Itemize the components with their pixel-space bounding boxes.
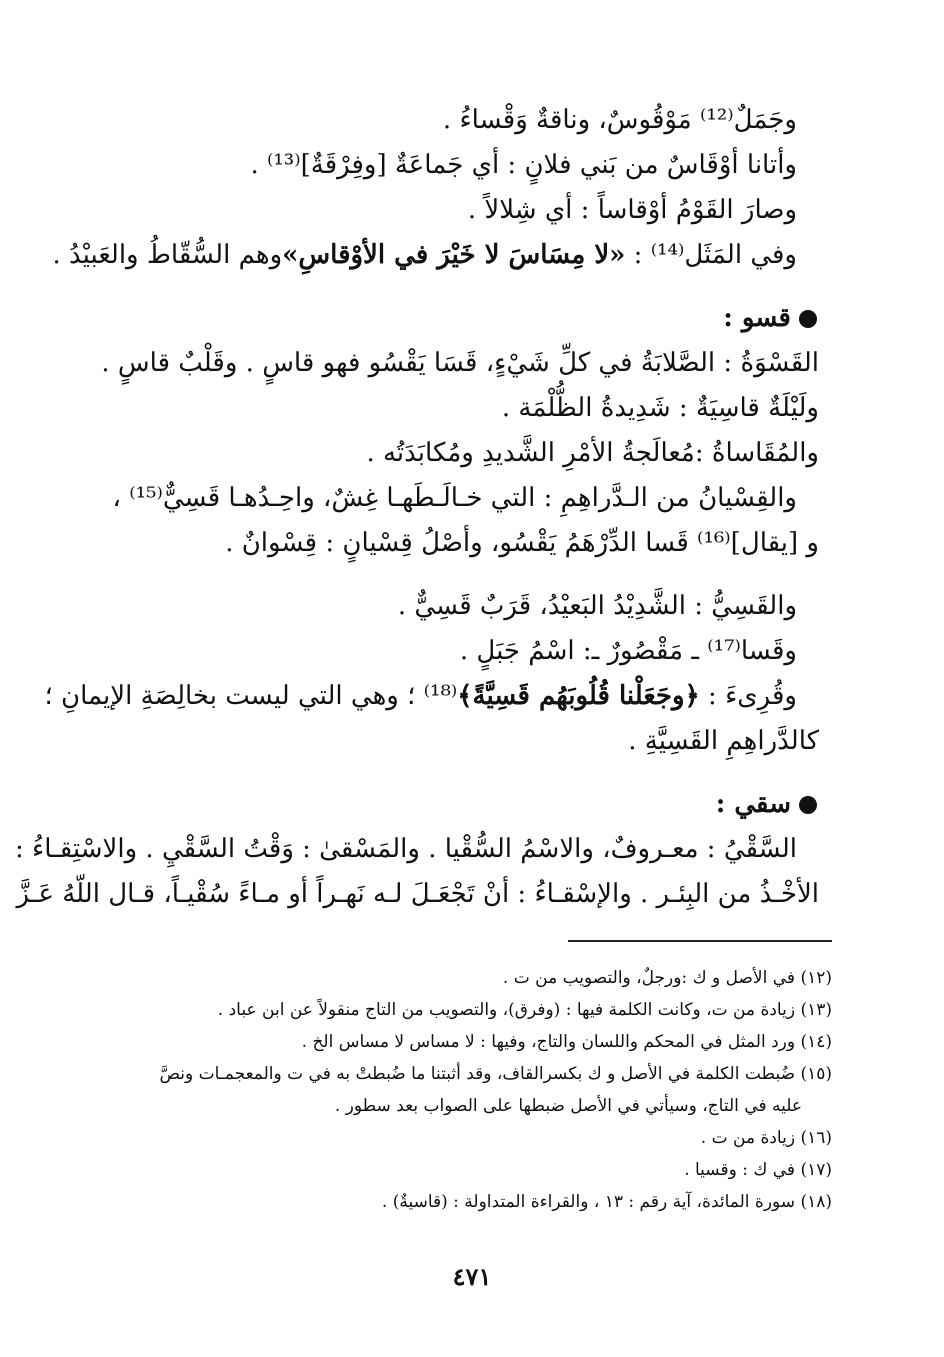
entry-heading-label: سقي : <box>715 789 791 819</box>
text-fragment: وقُرِىءَ : <box>699 681 797 711</box>
quran-quote: ﴿وجَعَلْنا قُلُوبَهُم قَسِيَّةً﴾ <box>457 681 700 711</box>
entry-heading-label: قسو : <box>723 303 791 333</box>
footnote: (١٦) زيادة من ت . <box>700 1128 832 1148</box>
text-line: وقَسا⁽¹⁷⁾ ـ مَقْصُورٌ ـ: اسْمُ جَبَلٍ . <box>459 636 797 666</box>
text-line: و [يقال]⁽¹⁶⁾ قَسا الدِّرْهَمُ يَقْسُو، وأصْلُ قِسْيانٍ : قِسْوانٌ . <box>225 528 819 558</box>
text-fragment: ⁽¹⁸⁾ ؛ وهي التي ليست بخالِصَةِ الإيمانِ ؛ <box>44 681 458 711</box>
text-line: والقِسْيانُ من الـدَّراهِمِ : التي خـالَـطَهـا غِشٌ، واحِـدُهـا قَسِيٌّ⁽¹⁵⁾ ، <box>112 483 797 513</box>
bullet-icon <box>799 310 817 328</box>
footnote-continuation: عليه في التاج، وسيأتي في الأصل ضبطها على الصواب بعد سطور . <box>334 1096 802 1116</box>
footnote-divider <box>568 940 832 942</box>
text-line: وجَمَلٌ⁽¹²⁾ مَوْقُوسٌ، وناقةٌ وَقْساءُ . <box>442 105 797 135</box>
bullet-icon <box>799 796 817 814</box>
footnote: (١٧) في ك : وقسيا . <box>684 1160 832 1180</box>
text-line <box>44 674 819 719</box>
text-line: كالدَّراهِمِ القَسِيَّةِ . <box>628 726 819 756</box>
text-line: القَسْوَةُ : الصَّلابَةُ في كلِّ شَيْءٍ، قَسَا يَقْسُو فهو قاسٍ . وقَلْبٌ قاسٍ . <box>101 348 819 378</box>
page-number: ٤٧١ <box>452 1262 492 1291</box>
text-line: ولَيْلَةٌ قاسِيَةٌ : شَدِيدةُ الظُّلْمَة . <box>501 393 819 423</box>
text-line: والمُقَاساةُ :مُعالَجةُ الأمْرِ الشَّديدِ ومُكابَدَتُه . <box>366 438 819 468</box>
text-fragment: وهم السُّقّاطُ والعَبيْدُ . <box>52 240 283 270</box>
text-line: وأتانا أوْقَاسٌ من بَني فلانٍ : أي جَماعَةٌ [وفِرْقَةٌ]⁽¹³⁾ . <box>250 150 797 180</box>
footnote: (١٢) في الأصل و ك :ورجلٌ، والتصويب من ت . <box>502 968 832 988</box>
footnote: (١٣) زيادة من ت، وكانت الكلمة فيها : (وفرق)، والتصويب من التاج منقولاً عن ابن عباد . <box>217 1000 832 1020</box>
main-text <box>14 98 819 917</box>
proverb: «لا مِسَاسَ لا خَيْرَ في الأوْقاسِ» <box>282 240 626 270</box>
entry-heading-sqy <box>107 782 819 827</box>
text-line: الأخْـذُ من البِئـر . والإسْقـاءُ : أنْ تَجْعَـلَ لـه نَهـراً أو مـاءً سُقْيـاً، قـال اللّهُ عَـزَّ <box>16 879 819 909</box>
text-line: والقَسِيُّ : الشَّدِيْدُ البَعيْدُ، قَرَبٌ قَسِيٌّ . <box>397 591 797 621</box>
footnote: (١٥) ضُبطت الكلمة في الأصل و ك بكسرالقاف، وقد أثبتنا ما ضُبطتْ به في ت والمعجمـات ونصَّ <box>159 1064 832 1084</box>
text-line <box>52 233 819 278</box>
text-fragment: وفي المَثَل⁽¹⁴⁾ : <box>625 240 797 270</box>
footnote: (١٨) سورة المائدة، آية رقم : ١٣ ، والقراءة المتداولة : (قاسيةٌ) . <box>381 1192 832 1212</box>
footnote: (١٤) ورد المثل في المحكم واللسان والتاج، وفيها : لا مساس لا مساس الخ . <box>301 1032 832 1052</box>
footnotes <box>112 962 832 1218</box>
entry-heading-qsw <box>107 296 819 341</box>
text-line: السَّقْيُ : معـروفٌ، والاسْمُ السُّقْيا . والمَسْقىٰ : وَقْتُ السَّقْيِ . والاسْتِقـاءُ : <box>14 834 797 864</box>
text-line: وصارَ القَوْمُ أوْقاساً : أي شِلالاً . <box>467 195 797 225</box>
